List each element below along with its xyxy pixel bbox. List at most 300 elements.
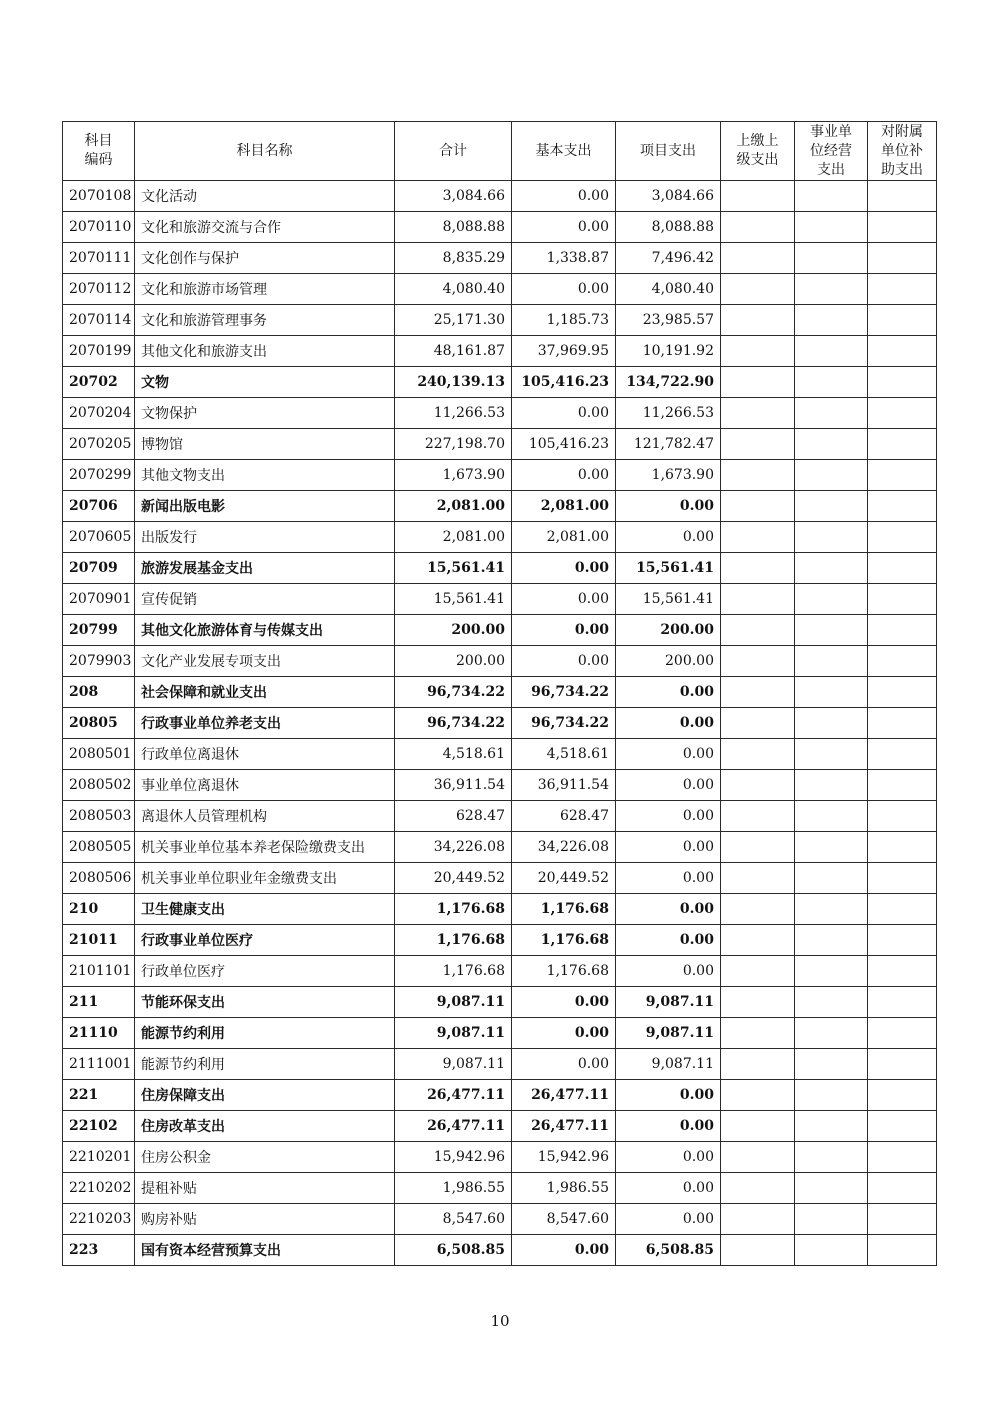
cell-subsidy-to-affiliates [868,460,937,491]
cell-subject-code: 20709 [63,553,135,584]
cell-subsidy-to-affiliates [868,863,937,894]
cell-business-operation [795,677,868,708]
cell-subject-name: 文化和旅游交流与合作 [135,212,395,243]
cell-basic-expenditure: 105,416.23 [512,367,616,398]
cell-basic-expenditure: 0.00 [512,274,616,305]
cell-subsidy-to-affiliates [868,491,937,522]
table-row [63,1142,937,1173]
header-basic-expenditure: 基本支出 [512,122,616,181]
table-row [63,305,937,336]
cell-subject-name: 其他文化旅游体育与传媒支出 [135,615,395,646]
cell-project-expenditure: 9,087.11 [616,1049,721,1080]
cell-subject-name: 提租补贴 [135,1173,395,1204]
header-total: 合计 [395,122,512,181]
cell-total: 36,911.54 [395,770,512,801]
table-row-subtotal [63,367,937,398]
cell-project-expenditure: 7,496.42 [616,243,721,274]
cell-subject-name: 文化和旅游市场管理 [135,274,395,305]
cell-total: 11,266.53 [395,398,512,429]
cell-total: 15,561.41 [395,584,512,615]
cell-subject-code: 2070110 [63,212,135,243]
table-row [63,739,937,770]
cell-project-expenditure: 0.00 [616,1142,721,1173]
cell-subject-code: 2070901 [63,584,135,615]
cell-remit-to-superior [721,1204,795,1235]
cell-remit-to-superior [721,1142,795,1173]
cell-project-expenditure: 0.00 [616,1204,721,1235]
cell-business-operation [795,1204,868,1235]
cell-total: 1,673.90 [395,460,512,491]
cell-subject-name: 新闻出版电影 [135,491,395,522]
cell-subsidy-to-affiliates [868,770,937,801]
cell-total: 628.47 [395,801,512,832]
cell-subject-code: 2080506 [63,863,135,894]
table-header-row [63,122,937,181]
table-row-subtotal [63,1018,937,1049]
cell-subject-code: 2070299 [63,460,135,491]
cell-subject-code: 2070112 [63,274,135,305]
cell-project-expenditure: 15,561.41 [616,584,721,615]
cell-basic-expenditure: 0.00 [512,584,616,615]
cell-project-expenditure: 0.00 [616,708,721,739]
cell-subsidy-to-affiliates [868,677,937,708]
cell-project-expenditure: 6,508.85 [616,1235,721,1266]
cell-project-expenditure: 0.00 [616,739,721,770]
cell-subsidy-to-affiliates [868,894,937,925]
table-body [63,181,937,1266]
cell-basic-expenditure: 37,969.95 [512,336,616,367]
cell-remit-to-superior [721,429,795,460]
cell-subject-name: 离退休人员管理机构 [135,801,395,832]
cell-subject-code: 208 [63,677,135,708]
cell-subsidy-to-affiliates [868,708,937,739]
cell-remit-to-superior [721,336,795,367]
table-row [63,956,937,987]
cell-subject-code: 20702 [63,367,135,398]
cell-business-operation [795,801,868,832]
cell-basic-expenditure: 1,176.68 [512,925,616,956]
cell-basic-expenditure: 0.00 [512,553,616,584]
cell-total: 96,734.22 [395,677,512,708]
cell-subject-name: 住房改革支出 [135,1111,395,1142]
table-row-subtotal [63,894,937,925]
cell-remit-to-superior [721,987,795,1018]
cell-basic-expenditure: 2,081.00 [512,491,616,522]
cell-total: 9,087.11 [395,1049,512,1080]
cell-total: 20,449.52 [395,863,512,894]
cell-basic-expenditure: 0.00 [512,1235,616,1266]
cell-business-operation [795,429,868,460]
cell-business-operation [795,615,868,646]
cell-subsidy-to-affiliates [868,522,937,553]
table-row-subtotal [63,1111,937,1142]
cell-subsidy-to-affiliates [868,615,937,646]
cell-business-operation [795,243,868,274]
cell-remit-to-superior [721,677,795,708]
cell-subsidy-to-affiliates [868,584,937,615]
cell-project-expenditure: 1,673.90 [616,460,721,491]
cell-subsidy-to-affiliates [868,956,937,987]
cell-project-expenditure: 0.00 [616,1080,721,1111]
cell-basic-expenditure: 34,226.08 [512,832,616,863]
cell-basic-expenditure: 2,081.00 [512,522,616,553]
cell-total: 48,161.87 [395,336,512,367]
cell-remit-to-superior [721,367,795,398]
cell-remit-to-superior [721,1049,795,1080]
cell-subsidy-to-affiliates [868,429,937,460]
cell-project-expenditure: 0.00 [616,925,721,956]
cell-subject-name: 社会保障和就业支出 [135,677,395,708]
cell-remit-to-superior [721,460,795,491]
cell-total: 2,081.00 [395,522,512,553]
cell-remit-to-superior [721,553,795,584]
header-business-operation: 事业单 位经营 支出 [795,122,868,181]
cell-subject-name: 文化和旅游管理事务 [135,305,395,336]
cell-subject-name: 能源节约利用 [135,1049,395,1080]
cell-basic-expenditure: 0.00 [512,646,616,677]
cell-project-expenditure: 0.00 [616,1173,721,1204]
cell-subject-code: 21011 [63,925,135,956]
cell-project-expenditure: 134,722.90 [616,367,721,398]
cell-remit-to-superior [721,739,795,770]
table-row [63,398,937,429]
cell-basic-expenditure: 4,518.61 [512,739,616,770]
cell-project-expenditure: 0.00 [616,491,721,522]
cell-total: 26,477.11 [395,1080,512,1111]
table-row [63,770,937,801]
cell-remit-to-superior [721,708,795,739]
cell-subject-code: 223 [63,1235,135,1266]
cell-subject-name: 节能环保支出 [135,987,395,1018]
cell-business-operation [795,1173,868,1204]
table-row [63,429,937,460]
cell-subject-name: 购房补贴 [135,1204,395,1235]
cell-subject-code: 2210201 [63,1142,135,1173]
cell-remit-to-superior [721,894,795,925]
cell-project-expenditure: 0.00 [616,801,721,832]
cell-total: 8,835.29 [395,243,512,274]
cell-business-operation [795,305,868,336]
cell-business-operation [795,336,868,367]
cell-business-operation [795,1049,868,1080]
cell-subsidy-to-affiliates [868,1049,937,1080]
cell-project-expenditure: 0.00 [616,956,721,987]
cell-subsidy-to-affiliates [868,832,937,863]
cell-remit-to-superior [721,770,795,801]
cell-basic-expenditure: 628.47 [512,801,616,832]
cell-subsidy-to-affiliates [868,1080,937,1111]
cell-total: 6,508.85 [395,1235,512,1266]
cell-subject-name: 行政事业单位医疗 [135,925,395,956]
cell-total: 96,734.22 [395,708,512,739]
cell-subject-code: 22102 [63,1111,135,1142]
cell-basic-expenditure: 20,449.52 [512,863,616,894]
cell-basic-expenditure: 0.00 [512,398,616,429]
cell-basic-expenditure: 36,911.54 [512,770,616,801]
cell-subsidy-to-affiliates [868,553,937,584]
cell-subject-code: 2210203 [63,1204,135,1235]
cell-subject-code: 20706 [63,491,135,522]
cell-business-operation [795,522,868,553]
cell-subsidy-to-affiliates [868,646,937,677]
cell-remit-to-superior [721,522,795,553]
cell-subject-code: 221 [63,1080,135,1111]
cell-subsidy-to-affiliates [868,274,937,305]
cell-project-expenditure: 0.00 [616,522,721,553]
cell-business-operation [795,863,868,894]
table-row-subtotal [63,708,937,739]
cell-subsidy-to-affiliates [868,212,937,243]
cell-subject-code: 2111001 [63,1049,135,1080]
cell-basic-expenditure: 26,477.11 [512,1111,616,1142]
cell-basic-expenditure: 1,185.73 [512,305,616,336]
cell-subsidy-to-affiliates [868,181,937,212]
table-row [63,801,937,832]
cell-basic-expenditure: 0.00 [512,987,616,1018]
cell-remit-to-superior [721,1173,795,1204]
table-row [63,1049,937,1080]
header-subsidy-to-affiliates: 对附属 单位补 助支出 [868,122,937,181]
cell-remit-to-superior [721,181,795,212]
cell-subsidy-to-affiliates [868,1204,937,1235]
cell-subject-code: 2079903 [63,646,135,677]
cell-subsidy-to-affiliates [868,243,937,274]
cell-total: 3,084.66 [395,181,512,212]
cell-basic-expenditure: 26,477.11 [512,1080,616,1111]
cell-subject-code: 2080501 [63,739,135,770]
cell-basic-expenditure: 0.00 [512,1018,616,1049]
cell-subsidy-to-affiliates [868,336,937,367]
cell-subject-name: 机关事业单位职业年金缴费支出 [135,863,395,894]
cell-subsidy-to-affiliates [868,925,937,956]
cell-subject-code: 2210202 [63,1173,135,1204]
cell-subject-name: 宣传促销 [135,584,395,615]
cell-project-expenditure: 10,191.92 [616,336,721,367]
cell-subsidy-to-affiliates [868,987,937,1018]
cell-total: 8,547.60 [395,1204,512,1235]
cell-total: 4,080.40 [395,274,512,305]
cell-total: 200.00 [395,646,512,677]
cell-subsidy-to-affiliates [868,1235,937,1266]
table-row [63,212,937,243]
cell-business-operation [795,553,868,584]
cell-remit-to-superior [721,1111,795,1142]
cell-business-operation [795,1111,868,1142]
cell-remit-to-superior [721,1235,795,1266]
cell-total: 26,477.11 [395,1111,512,1142]
cell-remit-to-superior [721,243,795,274]
cell-project-expenditure: 9,087.11 [616,987,721,1018]
cell-subject-name: 出版发行 [135,522,395,553]
cell-project-expenditure: 11,266.53 [616,398,721,429]
table-row [63,460,937,491]
cell-business-operation [795,367,868,398]
cell-subject-name: 文化活动 [135,181,395,212]
cell-business-operation [795,491,868,522]
cell-basic-expenditure: 15,942.96 [512,1142,616,1173]
cell-remit-to-superior [721,832,795,863]
cell-subject-name: 其他文化和旅游支出 [135,336,395,367]
cell-subsidy-to-affiliates [868,1111,937,1142]
cell-subject-code: 20805 [63,708,135,739]
cell-subject-name: 行政事业单位养老支出 [135,708,395,739]
cell-subject-code: 2070114 [63,305,135,336]
cell-subject-name: 文化产业发展专项支出 [135,646,395,677]
table-row [63,243,937,274]
cell-project-expenditure: 9,087.11 [616,1018,721,1049]
cell-business-operation [795,925,868,956]
cell-remit-to-superior [721,584,795,615]
cell-subject-code: 210 [63,894,135,925]
cell-remit-to-superior [721,305,795,336]
cell-basic-expenditure: 96,734.22 [512,677,616,708]
table-row-subtotal [63,925,937,956]
cell-basic-expenditure: 0.00 [512,615,616,646]
cell-total: 1,176.68 [395,925,512,956]
cell-project-expenditure: 8,088.88 [616,212,721,243]
cell-project-expenditure: 121,782.47 [616,429,721,460]
cell-subject-name: 其他文物支出 [135,460,395,491]
header-subject-name: 科目名称 [135,122,395,181]
cell-business-operation [795,646,868,677]
cell-business-operation [795,770,868,801]
cell-business-operation [795,1080,868,1111]
cell-project-expenditure: 4,080.40 [616,274,721,305]
cell-business-operation [795,212,868,243]
cell-business-operation [795,1018,868,1049]
cell-project-expenditure: 200.00 [616,646,721,677]
cell-total: 9,087.11 [395,987,512,1018]
header-remit-to-superior: 上缴上 级支出 [721,122,795,181]
cell-subsidy-to-affiliates [868,1173,937,1204]
cell-subject-name: 事业单位离退休 [135,770,395,801]
cell-subsidy-to-affiliates [868,305,937,336]
cell-subject-name: 卫生健康支出 [135,894,395,925]
cell-project-expenditure: 0.00 [616,770,721,801]
cell-remit-to-superior [721,925,795,956]
cell-subsidy-to-affiliates [868,801,937,832]
cell-basic-expenditure: 0.00 [512,460,616,491]
cell-remit-to-superior [721,801,795,832]
cell-project-expenditure: 0.00 [616,863,721,894]
header-project-expenditure: 项目支出 [616,122,721,181]
cell-project-expenditure: 3,084.66 [616,181,721,212]
cell-basic-expenditure: 96,734.22 [512,708,616,739]
cell-subsidy-to-affiliates [868,1018,937,1049]
cell-subsidy-to-affiliates [868,398,937,429]
table-row-subtotal [63,1235,937,1266]
table-row-subtotal [63,1080,937,1111]
cell-subsidy-to-affiliates [868,739,937,770]
cell-project-expenditure: 0.00 [616,832,721,863]
cell-subject-name: 行政单位离退休 [135,739,395,770]
cell-subject-name: 文物 [135,367,395,398]
cell-business-operation [795,398,868,429]
cell-total: 1,176.68 [395,956,512,987]
table-row-subtotal [63,491,937,522]
cell-business-operation [795,987,868,1018]
cell-total: 1,986.55 [395,1173,512,1204]
table-row [63,584,937,615]
cell-remit-to-superior [721,1018,795,1049]
cell-subject-code: 21110 [63,1018,135,1049]
cell-basic-expenditure: 0.00 [512,212,616,243]
cell-total: 15,561.41 [395,553,512,584]
cell-total: 34,226.08 [395,832,512,863]
cell-business-operation [795,181,868,212]
cell-business-operation [795,460,868,491]
cell-total: 15,942.96 [395,1142,512,1173]
cell-subject-code: 211 [63,987,135,1018]
cell-basic-expenditure: 1,986.55 [512,1173,616,1204]
cell-project-expenditure: 200.00 [616,615,721,646]
cell-total: 8,088.88 [395,212,512,243]
cell-basic-expenditure: 8,547.60 [512,1204,616,1235]
cell-project-expenditure: 0.00 [616,677,721,708]
cell-remit-to-superior [721,956,795,987]
cell-remit-to-superior [721,1080,795,1111]
cell-business-operation [795,739,868,770]
cell-subject-name: 文化创作与保护 [135,243,395,274]
cell-business-operation [795,1142,868,1173]
table-row-subtotal [63,615,937,646]
cell-business-operation [795,894,868,925]
cell-business-operation [795,956,868,987]
cell-subject-name: 国有资本经营预算支出 [135,1235,395,1266]
cell-subject-name: 旅游发展基金支出 [135,553,395,584]
cell-business-operation [795,1235,868,1266]
cell-basic-expenditure: 1,338.87 [512,243,616,274]
cell-business-operation [795,708,868,739]
cell-total: 240,139.13 [395,367,512,398]
table-row [63,646,937,677]
table-row [63,522,937,553]
page-number: 10 [490,1312,510,1330]
cell-subject-code: 2070108 [63,181,135,212]
table-row-subtotal [63,987,937,1018]
cell-project-expenditure: 23,985.57 [616,305,721,336]
table-row [63,336,937,367]
cell-subsidy-to-affiliates [868,1142,937,1173]
budget-expenditure-table [62,121,937,1266]
cell-basic-expenditure: 105,416.23 [512,429,616,460]
cell-business-operation [795,274,868,305]
cell-basic-expenditure: 1,176.68 [512,894,616,925]
table-row [63,181,937,212]
cell-subject-code: 2070111 [63,243,135,274]
cell-remit-to-superior [721,646,795,677]
cell-subject-code: 2080503 [63,801,135,832]
cell-total: 9,087.11 [395,1018,512,1049]
cell-subject-code: 2080502 [63,770,135,801]
cell-subject-name: 住房保障支出 [135,1080,395,1111]
cell-subject-name: 能源节约利用 [135,1018,395,1049]
table-row [63,274,937,305]
cell-remit-to-superior [721,274,795,305]
cell-subject-code: 2070605 [63,522,135,553]
table-row [63,1204,937,1235]
cell-subject-code: 20799 [63,615,135,646]
cell-total: 227,198.70 [395,429,512,460]
cell-project-expenditure: 0.00 [616,1111,721,1142]
cell-subject-name: 文物保护 [135,398,395,429]
cell-project-expenditure: 0.00 [616,894,721,925]
cell-project-expenditure: 15,561.41 [616,553,721,584]
cell-total: 25,171.30 [395,305,512,336]
cell-total: 2,081.00 [395,491,512,522]
cell-business-operation [795,832,868,863]
cell-total: 1,176.68 [395,894,512,925]
